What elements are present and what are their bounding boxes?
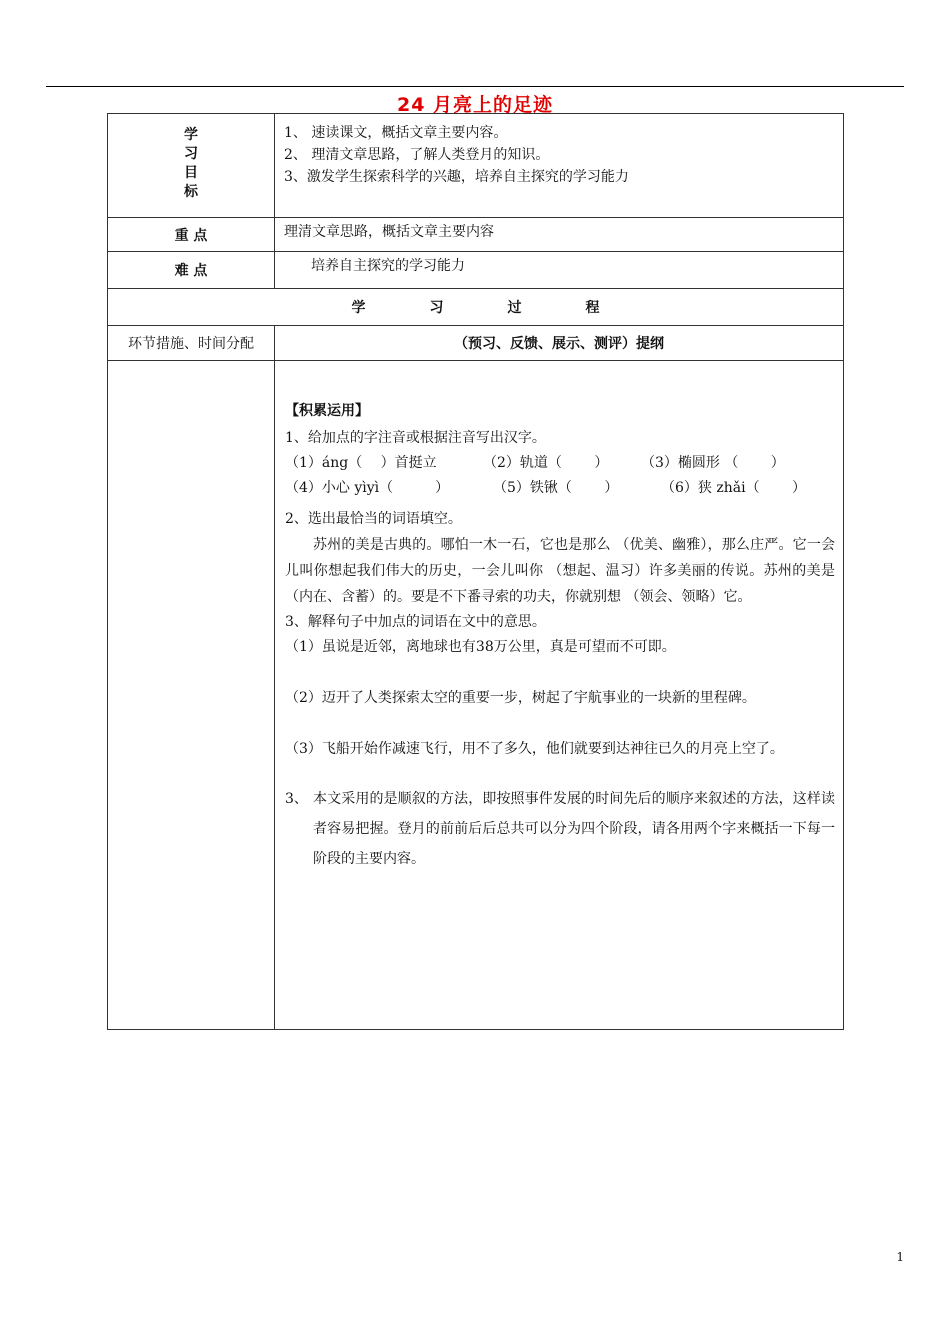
question-1-row-2: [285, 476, 835, 501]
objective-item: 2、 理清文章思路，了解人类登月的知识。: [284, 147, 550, 163]
column-header-row: [108, 326, 844, 361]
question-1-title: 1、给加点的字注音或根据注音写出汉字。: [285, 430, 546, 446]
blank-item: （2）轨道（ ）: [483, 455, 609, 471]
objective-item: 1、 速读课文，概括文章主要内容。: [284, 125, 508, 141]
focus-text: 理清文章思路，概括文章主要内容: [275, 218, 844, 252]
blank-item: （4）小心 yìyì（ ）: [285, 480, 450, 496]
process-heading: 学 习 过 程: [108, 289, 844, 326]
question-3-sentence-1: （1）虽说是近邻，离地球也有38万公里，真是可望而不可即。: [285, 639, 676, 655]
section-heading: 【积累运用】: [285, 403, 369, 419]
page-title: 24 月亮上的足迹: [396, 94, 554, 116]
objectives-row: [108, 114, 844, 218]
question-1-row-1: [285, 451, 835, 476]
question-3-sentence-2: （2）迈开了人类探索太空的重要一步，树起了宇航事业的一块新的里程碑。: [285, 690, 756, 706]
objectives-label: 学 习 目 标: [108, 114, 275, 218]
blank-item: （6）狭 zhǎi（ ）: [661, 480, 807, 496]
process-row: [108, 289, 844, 326]
page-number: 1: [896, 1250, 904, 1264]
content-row: [108, 361, 844, 1030]
question-3-sentence-3: （3）飞船开始作减速飞行，用不了多久，他们就要到达神往已久的月亮上空了。: [285, 741, 784, 757]
lesson-plan-table: [107, 113, 844, 1030]
blank-item: （5）铁锹（ ）: [493, 480, 619, 496]
difficulty-text: 培养自主探究的学习能力: [275, 252, 844, 289]
question-2-passage: 苏州的美是古典的。哪怕一木一石，它也是那么 （优美、幽雅），那么庄严。它一会儿叫你想起我们伟大的历史，一会儿叫你 （想起、温习）许多美丽的传说。苏州的美是 （内在、含蓄）的。要是不下番寻索的功夫，你就别想 （领会、领略）它。: [285, 537, 835, 605]
left-column-header: 环节措施、时间分配: [108, 326, 275, 361]
outline-content: [275, 361, 844, 1030]
focus-label: 重 点: [108, 218, 275, 252]
question-4: [285, 784, 835, 874]
blank-item: （3）椭圆形 （ ）: [641, 455, 785, 471]
question-3-title: 3、解释句子中加点的词语在文中的意思。: [285, 614, 546, 630]
right-column-header: （预习、反馈、展示、测评）提纲: [275, 326, 844, 361]
difficulty-label: 难 点: [108, 252, 275, 289]
question-4-number: 3、: [285, 791, 308, 807]
objectives-list: [275, 114, 844, 218]
objective-item: 3、激发学生探索科学的兴趣，培养自主探究的学习能力: [284, 169, 629, 185]
focus-row: [108, 218, 844, 252]
header-rule: [46, 86, 904, 87]
blank-item: （1）áng（ ）首挺立: [285, 455, 437, 471]
question-2-title: 2、选出最恰当的词语填空。: [285, 511, 462, 527]
left-column-body: [108, 361, 275, 1030]
difficulty-row: [108, 252, 844, 289]
question-4-text: 本文采用的是顺叙的方法，即按照事件发展的时间先后的顺序来叙述的方法，这样读者容易把握。登月的前前后后总共可以分为四个阶段，请各用两个字来概括一下每一阶段的主要内容。: [313, 791, 835, 867]
